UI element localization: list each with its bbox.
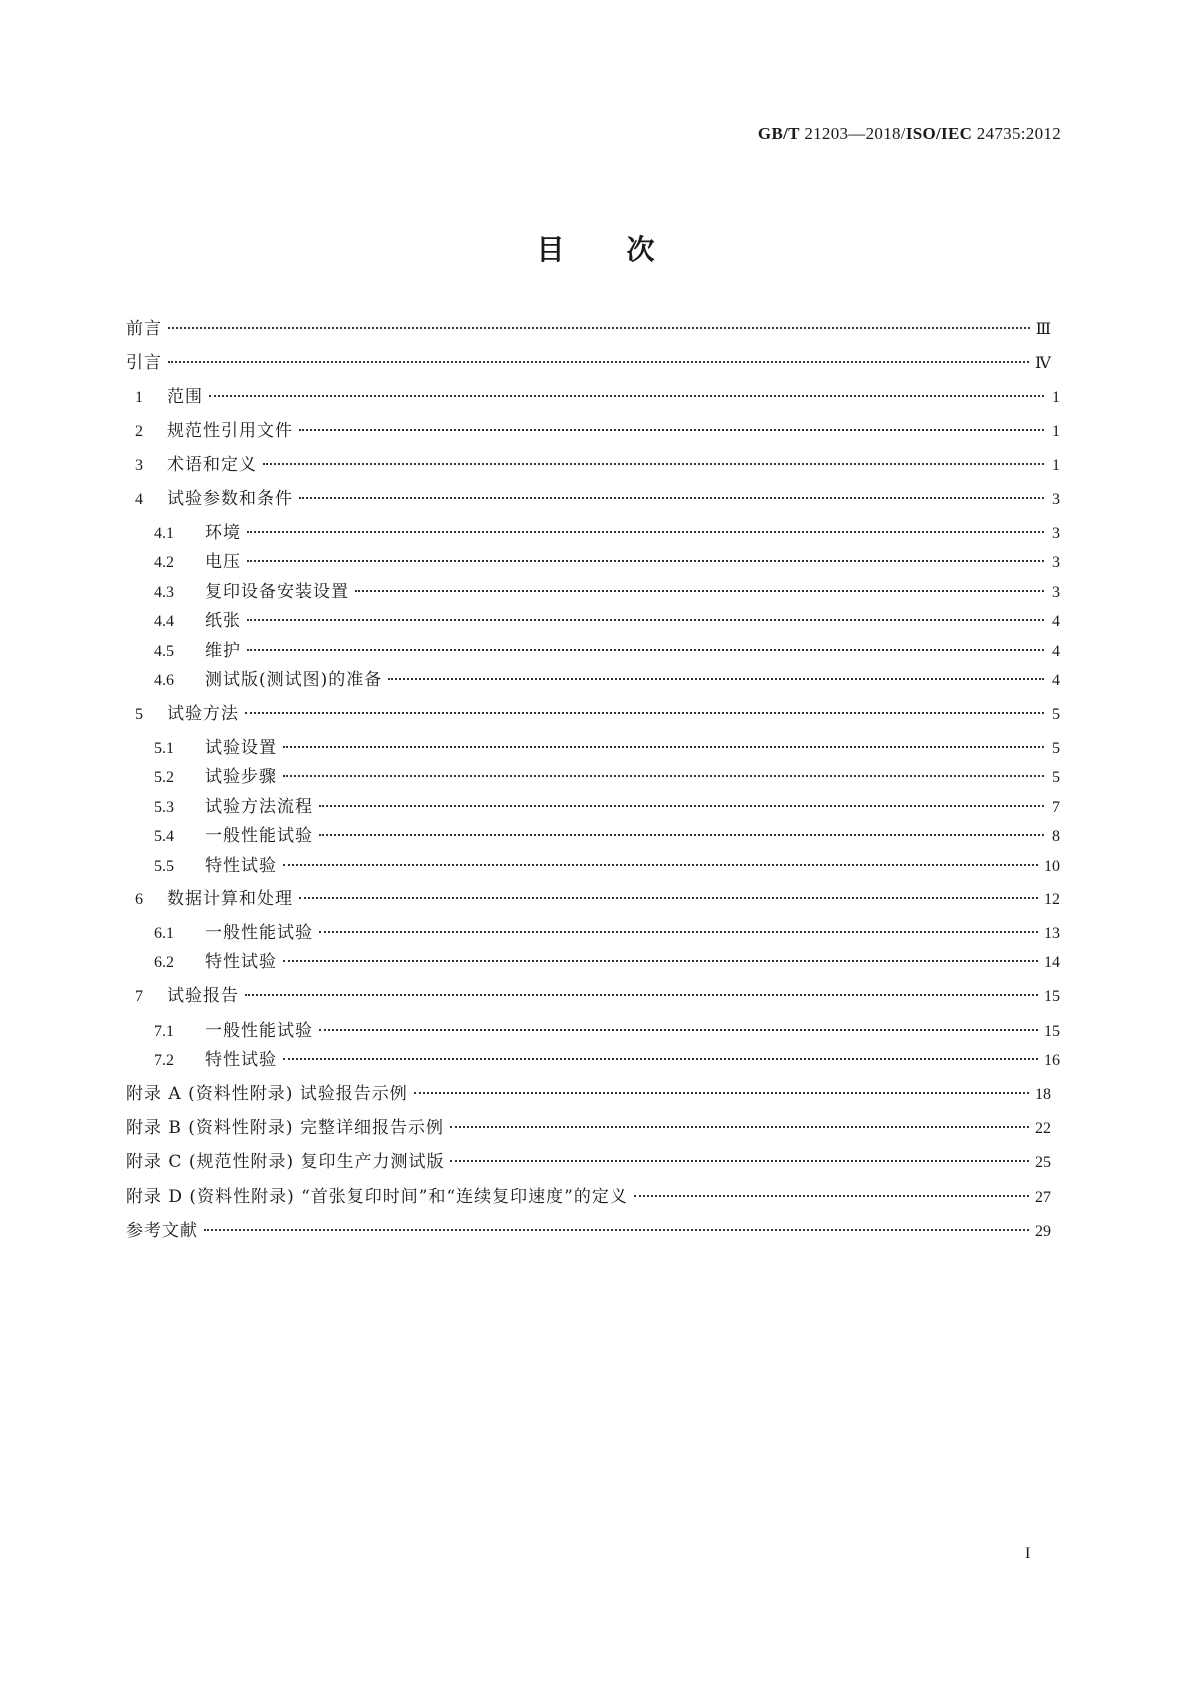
toc-entry[interactable] xyxy=(126,1185,1051,1209)
toc-entry[interactable] xyxy=(126,1150,1051,1174)
toc-entry-number: 6 xyxy=(135,891,143,908)
toc-entry-number: 7.1 xyxy=(154,1023,174,1040)
toc-entry[interactable] xyxy=(154,609,1060,633)
toc-leader-dots xyxy=(634,1195,1029,1197)
toc-entry-label: 附录 D (资料性附录) “首张复印时间”和“连续复印速度”的定义 xyxy=(126,1187,628,1207)
toc-leader-dots xyxy=(414,1092,1029,1094)
toc-leader-dots xyxy=(355,590,1044,592)
toc-entry[interactable] xyxy=(126,1116,1051,1140)
toc-entry[interactable] xyxy=(154,1048,1060,1072)
toc-leader-dots xyxy=(283,1058,1038,1060)
toc-entry-label: 环境 xyxy=(205,523,241,543)
toc-entry[interactable] xyxy=(154,668,1060,692)
toc-entry-label: 电压 xyxy=(205,552,241,572)
toc-entry-page: 16 xyxy=(1044,1052,1060,1069)
toc-entry[interactable] xyxy=(135,453,1060,477)
toc-leader-dots xyxy=(299,897,1038,899)
toc-entry-label: 前言 xyxy=(126,319,162,339)
toc-entry-page: 18 xyxy=(1035,1086,1051,1103)
toc-entry[interactable] xyxy=(154,639,1060,663)
standard-code-iso: ISO/IEC xyxy=(905,124,973,143)
toc-entry[interactable] xyxy=(126,317,1051,341)
toc-entry-page: 10 xyxy=(1044,858,1060,875)
toc-leader-dots xyxy=(168,327,1030,329)
toc-entry-page: 25 xyxy=(1035,1154,1051,1171)
toc-entry-label: 试验参数和条件 xyxy=(167,489,293,509)
toc-entry-number: 4 xyxy=(135,491,143,508)
toc-leader-dots xyxy=(450,1126,1029,1128)
toc-entry-label: 参考文献 xyxy=(126,1221,198,1241)
toc-entry[interactable] xyxy=(154,921,1060,945)
toc-entry-page: Ⅳ xyxy=(1035,355,1051,372)
toc-entry-number: 6.2 xyxy=(154,954,174,971)
toc-leader-dots xyxy=(247,560,1044,562)
toc-entry[interactable] xyxy=(135,984,1060,1008)
toc-entry-page: Ⅲ xyxy=(1035,321,1051,338)
toc-entry-page: 5 xyxy=(1052,706,1060,723)
toc-entry[interactable] xyxy=(135,487,1060,511)
toc-entry-number: 5.3 xyxy=(154,799,174,816)
toc-entry-page: 5 xyxy=(1052,740,1060,757)
toc-entry-number: 5.5 xyxy=(154,858,174,875)
toc-entry-label: 附录 C (规范性附录) 复印生产力测试版 xyxy=(126,1152,445,1172)
toc-leader-dots xyxy=(245,994,1038,996)
toc-leader-dots xyxy=(319,1029,1038,1031)
toc-entry-page: 12 xyxy=(1044,891,1060,908)
toc-entry-number: 4.6 xyxy=(154,672,174,689)
toc-entry[interactable] xyxy=(135,887,1060,911)
toc-entry-number: 1 xyxy=(135,389,143,406)
toc-entry-page: 7 xyxy=(1052,799,1060,816)
toc-entry[interactable] xyxy=(135,385,1060,409)
toc-entry-label: 附录 B (资料性附录) 完整详细报告示例 xyxy=(126,1118,444,1138)
toc-entry-page: 27 xyxy=(1035,1189,1051,1206)
toc-entry-label: 试验报告 xyxy=(167,986,239,1006)
toc-entry[interactable] xyxy=(154,854,1060,878)
toc-leader-dots xyxy=(319,805,1044,807)
toc-entry-label: 测试版(测试图)的准备 xyxy=(205,670,383,690)
toc-entry-label: 数据计算和处理 xyxy=(167,889,293,909)
toc-entry-page: 3 xyxy=(1052,584,1060,601)
toc-entry-label: 纸张 xyxy=(205,611,241,631)
toc-entry[interactable] xyxy=(126,1082,1051,1106)
toc-entry-label: 一般性能试验 xyxy=(205,923,313,943)
toc-entry-label: 附录 A (资料性附录) 试验报告示例 xyxy=(126,1084,408,1104)
toc-entry-page: 4 xyxy=(1052,643,1060,660)
toc-entry[interactable] xyxy=(154,824,1060,848)
toc-entry[interactable] xyxy=(154,795,1060,819)
toc-entry-page: 1 xyxy=(1052,457,1060,474)
toc-entry[interactable] xyxy=(154,736,1060,760)
toc-entry-number: 7 xyxy=(135,988,143,1005)
page-number: I xyxy=(1025,1545,1031,1562)
toc-entry-label: 术语和定义 xyxy=(167,455,257,475)
toc-entry[interactable] xyxy=(135,702,1060,726)
toc-leader-dots xyxy=(299,429,1044,431)
toc-entry-page: 15 xyxy=(1044,988,1060,1005)
toc-leader-dots xyxy=(247,531,1044,533)
standard-code-number: 21203—2018/ xyxy=(804,124,906,143)
toc-entry-label: 试验设置 xyxy=(205,738,277,758)
toc-entry[interactable] xyxy=(154,580,1060,604)
toc-entry-page: 13 xyxy=(1044,925,1060,942)
toc-leader-dots xyxy=(319,834,1044,836)
toc-entry-number: 7.2 xyxy=(154,1052,174,1069)
toc-entry-page: 4 xyxy=(1052,672,1060,689)
toc-leader-dots xyxy=(450,1160,1029,1162)
standard-code-gb: GB/T xyxy=(757,124,800,143)
toc-leader-dots xyxy=(247,619,1044,621)
toc-entry-number: 4.3 xyxy=(154,584,174,601)
toc-entry[interactable] xyxy=(154,521,1060,545)
toc-entry-label: 特性试验 xyxy=(205,952,277,972)
toc-entry-number: 5.1 xyxy=(154,740,174,757)
toc-leader-dots xyxy=(283,960,1038,962)
toc-leader-dots xyxy=(168,361,1029,363)
toc-entry[interactable] xyxy=(154,765,1060,789)
toc-entry-page: 5 xyxy=(1052,769,1060,786)
toc-entry-number: 5.4 xyxy=(154,828,174,845)
toc-entry-page: 3 xyxy=(1052,491,1060,508)
toc-leader-dots xyxy=(299,497,1044,499)
toc-leader-dots xyxy=(388,678,1044,680)
toc-entry-number: 2 xyxy=(135,423,143,440)
toc-entry-number: 4.2 xyxy=(154,554,174,571)
toc-entry[interactable] xyxy=(126,1219,1051,1243)
toc-entry-label: 范围 xyxy=(167,387,203,407)
toc-entry-label: 一般性能试验 xyxy=(205,1021,313,1041)
page-title: 目次 xyxy=(536,233,717,266)
toc-entry-label: 试验方法 xyxy=(167,704,239,724)
toc-entry-label: 规范性引用文件 xyxy=(167,421,293,441)
toc-entry-page: 3 xyxy=(1052,554,1060,571)
toc-leader-dots xyxy=(283,864,1038,866)
toc-entry-page: 3 xyxy=(1052,525,1060,542)
toc-entry-label: 特性试验 xyxy=(205,856,277,876)
toc-leader-dots xyxy=(283,775,1044,777)
toc-leader-dots xyxy=(319,931,1038,933)
toc-entry-page: 14 xyxy=(1044,954,1060,971)
toc-leader-dots xyxy=(283,746,1044,748)
toc-entry-page: 1 xyxy=(1052,423,1060,440)
toc-entry-number: 4.4 xyxy=(154,613,174,630)
toc-entry-label: 试验方法流程 xyxy=(205,797,313,817)
toc-entry[interactable] xyxy=(126,351,1051,375)
standard-code-iso-number: 24735:2012 xyxy=(976,124,1061,143)
toc-entry-label: 特性试验 xyxy=(205,1050,277,1070)
toc-entry-number: 5 xyxy=(135,706,143,723)
toc-entry-label: 引言 xyxy=(126,353,162,373)
toc-entry-label: 试验步骤 xyxy=(205,767,277,787)
toc-entry-label: 复印设备安装设置 xyxy=(205,582,349,602)
toc-entry-page: 22 xyxy=(1035,1120,1051,1137)
toc-leader-dots xyxy=(245,712,1044,714)
toc-entry-number: 3 xyxy=(135,457,143,474)
toc-leader-dots xyxy=(263,463,1044,465)
toc-leader-dots xyxy=(204,1229,1029,1231)
toc-entry[interactable] xyxy=(154,950,1060,974)
toc-entry-page: 29 xyxy=(1035,1223,1051,1240)
toc-entry-page: 4 xyxy=(1052,613,1060,630)
toc-entry[interactable] xyxy=(154,1019,1060,1043)
toc-entry-number: 4.5 xyxy=(154,643,174,660)
toc-leader-dots xyxy=(247,649,1044,651)
toc-entry-label: 维护 xyxy=(205,641,241,661)
toc-leader-dots xyxy=(209,395,1044,397)
toc-entry-number: 4.1 xyxy=(154,525,174,542)
toc-entry-number: 5.2 xyxy=(154,769,174,786)
toc-entry-page: 8 xyxy=(1052,828,1060,845)
toc-entry[interactable] xyxy=(135,419,1060,443)
toc-entry-number: 6.1 xyxy=(154,925,174,942)
toc-entry-page: 1 xyxy=(1052,389,1060,406)
toc-entry[interactable] xyxy=(154,550,1060,574)
toc-entry-page: 15 xyxy=(1044,1023,1060,1040)
toc-entry-label: 一般性能试验 xyxy=(205,826,313,846)
